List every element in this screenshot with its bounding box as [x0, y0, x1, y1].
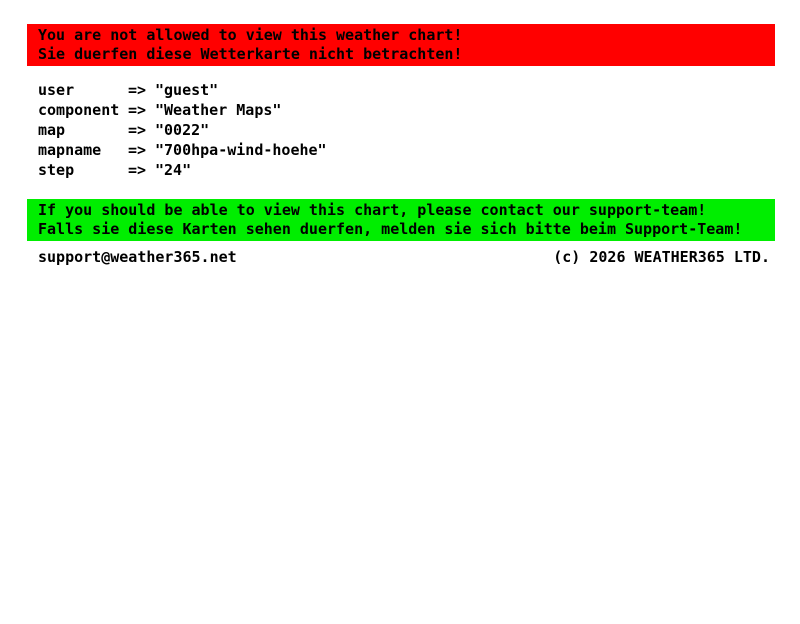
param-row-mapname — [38, 140, 800, 160]
copyright-notice: (c) 2026 WEATHER365 LTD. — [553, 248, 770, 266]
param-value: "24" — [155, 161, 192, 179]
param-row-user — [38, 80, 800, 100]
param-value: "0022" — [155, 121, 210, 139]
param-value: "Weather Maps" — [155, 101, 282, 119]
param-arrow: => — [128, 81, 147, 99]
support-info-line-en: If you should be able to view this chart, please contact our support-team! — [38, 201, 707, 219]
support-info-banner — [27, 199, 775, 241]
param-row-map — [38, 120, 800, 140]
param-key: map — [38, 121, 66, 139]
access-denied-line-en: You are not allowed to view this weather chart! — [38, 26, 463, 44]
request-params-list — [38, 80, 800, 180]
support-info-line-de: Falls sie diese Karten sehen duerfen, melden sie sich bitte beim Support-Team! — [38, 220, 743, 238]
support-email: support@weather365.net — [38, 248, 237, 266]
param-row-component — [38, 100, 800, 120]
param-arrow: => — [128, 161, 147, 179]
param-arrow: => — [128, 101, 147, 119]
param-arrow: => — [128, 141, 147, 159]
param-key: user — [38, 81, 75, 99]
weather-error-page — [0, 24, 800, 267]
param-key: component — [38, 101, 120, 119]
access-denied-banner — [27, 24, 775, 66]
param-arrow: => — [128, 121, 147, 139]
param-key: mapname — [38, 141, 102, 159]
param-row-step — [38, 160, 800, 180]
param-key: step — [38, 161, 75, 179]
footer — [38, 247, 770, 267]
param-value: "700hpa-wind-hoehe" — [155, 141, 327, 159]
access-denied-line-de: Sie duerfen diese Wetterkarte nicht betrachten! — [38, 45, 463, 63]
param-value: "guest" — [155, 81, 219, 99]
